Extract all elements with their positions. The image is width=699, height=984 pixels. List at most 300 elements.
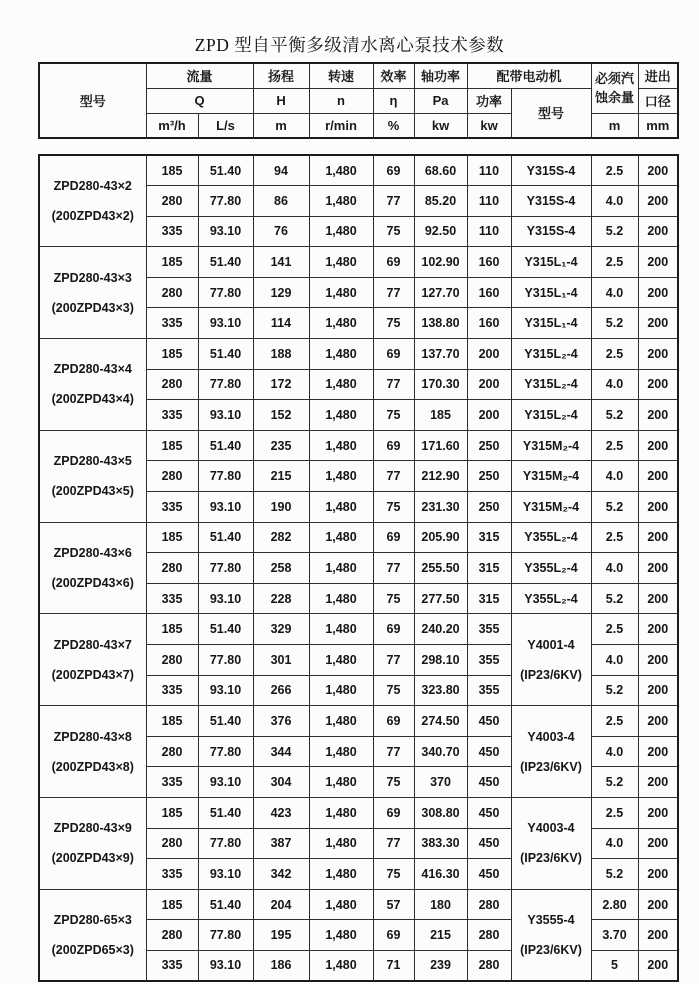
motor-power-cell: 250 [467, 461, 511, 492]
flow-m3h-cell: 280 [146, 277, 198, 308]
head-cell: 258 [253, 553, 309, 584]
pump-model-line2: (200ZPD43×2) [51, 209, 134, 224]
head-cell: 129 [253, 277, 309, 308]
shaft-power-cell: 171.60 [414, 430, 467, 461]
flow-ls-cell: 51.40 [198, 430, 253, 461]
flow-ls-cell: 77.80 [198, 645, 253, 676]
npsh-cell: 4.0 [591, 186, 638, 217]
speed-cell: 1,480 [309, 675, 373, 706]
speed-cell: 1,480 [309, 706, 373, 737]
efficiency-cell: 75 [373, 859, 414, 890]
header-row-1 [39, 63, 678, 88]
flow-m3h-cell: 185 [146, 522, 198, 553]
speed-cell: 1,480 [309, 767, 373, 798]
shaft-power-cell: 137.70 [414, 339, 467, 370]
pump-table-header [38, 62, 679, 139]
motor-model-cell [511, 889, 591, 981]
npsh-cell: 5.2 [591, 308, 638, 339]
motor-power-cell: 450 [467, 706, 511, 737]
motor-model-cell: Y315L₁-4 [511, 308, 591, 339]
header-shaft-power-symbol: Pa [414, 88, 467, 113]
efficiency-cell: 69 [373, 614, 414, 645]
header-npsh [591, 63, 638, 113]
shaft-power-cell: 212.90 [414, 461, 467, 492]
flow-ls-cell: 77.80 [198, 186, 253, 217]
port-diameter-cell: 200 [638, 950, 678, 981]
port-diameter-cell: 200 [638, 339, 678, 370]
efficiency-cell: 69 [373, 522, 414, 553]
motor-model-cell: Y315L₂-4 [511, 339, 591, 370]
pump-model-cell [39, 247, 146, 339]
motor-model-cell: Y355L₂-4 [511, 583, 591, 614]
flow-ls-cell: 77.80 [198, 369, 253, 400]
npsh-cell: 5.2 [591, 400, 638, 431]
efficiency-cell: 69 [373, 247, 414, 278]
flow-m3h-cell: 280 [146, 645, 198, 676]
speed-cell: 1,480 [309, 859, 373, 890]
npsh-cell: 5.2 [591, 216, 638, 247]
flow-ls-cell: 93.10 [198, 859, 253, 890]
efficiency-cell: 57 [373, 889, 414, 920]
header-port-unit: mm [638, 113, 678, 138]
pump-model-line1: ZPD280-43×2 [53, 179, 132, 194]
motor-model-cell: Y315L₂-4 [511, 369, 591, 400]
shaft-power-cell: 255.50 [414, 553, 467, 584]
motor-power-cell: 200 [467, 400, 511, 431]
shaft-power-cell: 416.30 [414, 859, 467, 890]
flow-ls-cell: 51.40 [198, 889, 253, 920]
npsh-cell: 5.2 [591, 859, 638, 890]
efficiency-cell: 69 [373, 706, 414, 737]
shaft-power-cell: 308.80 [414, 797, 467, 828]
header-head: 扬程 [253, 63, 309, 88]
motor-model-cell: Y315S-4 [511, 216, 591, 247]
speed-cell: 1,480 [309, 522, 373, 553]
speed-cell: 1,480 [309, 430, 373, 461]
flow-ls-cell: 93.10 [198, 216, 253, 247]
port-diameter-cell: 200 [638, 767, 678, 798]
port-diameter-cell: 200 [638, 155, 678, 186]
speed-cell: 1,480 [309, 369, 373, 400]
pump-model-line2: (200ZPD65×3) [51, 942, 134, 957]
motor-model-cell: Y355L₂-4 [511, 522, 591, 553]
flow-ls-cell: 93.10 [198, 583, 253, 614]
motor-model-cell: Y315S-4 [511, 155, 591, 186]
shaft-power-cell: 180 [414, 889, 467, 920]
port-diameter-cell: 200 [638, 614, 678, 645]
header-head-unit: m [253, 113, 309, 138]
motor-model-cell: Y315M₂-4 [511, 492, 591, 523]
shaft-power-cell: 205.90 [414, 522, 467, 553]
header-motor-power: 功率 [467, 88, 511, 113]
flow-m3h-cell: 280 [146, 369, 198, 400]
header-shaft-power-unit: kw [414, 113, 467, 138]
pump-model-cell [39, 889, 146, 981]
head-cell: 228 [253, 583, 309, 614]
efficiency-cell: 75 [373, 767, 414, 798]
shaft-power-cell: 277.50 [414, 583, 467, 614]
header-speed-unit: r/min [309, 113, 373, 138]
motor-power-cell: 450 [467, 736, 511, 767]
flow-m3h-cell: 335 [146, 492, 198, 523]
npsh-cell: 2.5 [591, 706, 638, 737]
port-diameter-cell: 200 [638, 277, 678, 308]
head-cell: 141 [253, 247, 309, 278]
motor-model-line1: Y4003-4 [527, 821, 575, 836]
speed-cell: 1,480 [309, 277, 373, 308]
flow-ls-cell: 93.10 [198, 767, 253, 798]
motor-power-cell: 280 [467, 950, 511, 981]
port-diameter-cell: 200 [638, 828, 678, 859]
pump-model-line2: (200ZPD43×5) [51, 484, 134, 499]
table-row [39, 339, 678, 370]
flow-ls-cell: 93.10 [198, 492, 253, 523]
head-cell: 188 [253, 339, 309, 370]
motor-power-cell: 250 [467, 430, 511, 461]
head-cell: 329 [253, 614, 309, 645]
header-motor-model: 型号 [511, 88, 591, 138]
port-diameter-cell: 200 [638, 706, 678, 737]
npsh-cell: 2.5 [591, 614, 638, 645]
head-cell: 172 [253, 369, 309, 400]
efficiency-cell: 75 [373, 492, 414, 523]
shaft-power-cell: 170.30 [414, 369, 467, 400]
flow-ls-cell: 77.80 [198, 920, 253, 951]
table-row [39, 247, 678, 278]
table-row [39, 430, 678, 461]
table-row [39, 522, 678, 553]
pump-table-body [39, 155, 678, 981]
motor-model-cell: Y315M₂-4 [511, 430, 591, 461]
head-cell: 114 [253, 308, 309, 339]
motor-power-cell: 110 [467, 216, 511, 247]
motor-model-line1: Y4003-4 [527, 729, 575, 744]
page-title: ZPD 型自平衡多级清水离心泵技术参数 [194, 35, 505, 55]
port-diameter-cell: 200 [638, 247, 678, 278]
port-diameter-cell: 200 [638, 797, 678, 828]
port-diameter-cell: 200 [638, 186, 678, 217]
shaft-power-cell: 370 [414, 767, 467, 798]
pump-model-line1: ZPD280-43×5 [53, 454, 132, 469]
pump-model-cell [39, 522, 146, 614]
flow-m3h-cell: 280 [146, 461, 198, 492]
motor-power-cell: 355 [467, 645, 511, 676]
header-npsh-unit: m [591, 113, 638, 138]
header-motor: 配带电动机 [467, 63, 591, 88]
shaft-power-cell: 127.70 [414, 277, 467, 308]
speed-cell: 1,480 [309, 828, 373, 859]
pump-model-cell [39, 339, 146, 431]
flow-ls-cell: 51.40 [198, 339, 253, 370]
pump-model-line2: (200ZPD43×8) [51, 759, 134, 774]
head-cell: 423 [253, 797, 309, 828]
shaft-power-cell: 102.90 [414, 247, 467, 278]
pump-model-line1: ZPD280-43×4 [53, 362, 132, 377]
efficiency-cell: 77 [373, 736, 414, 767]
npsh-cell: 2.5 [591, 339, 638, 370]
motor-power-cell: 160 [467, 308, 511, 339]
motor-power-cell: 110 [467, 186, 511, 217]
port-diameter-cell: 200 [638, 430, 678, 461]
speed-cell: 1,480 [309, 186, 373, 217]
motor-power-cell: 355 [467, 675, 511, 706]
motor-power-cell: 315 [467, 583, 511, 614]
efficiency-cell: 77 [373, 645, 414, 676]
efficiency-cell: 77 [373, 461, 414, 492]
npsh-cell: 5 [591, 950, 638, 981]
shaft-power-cell: 185 [414, 400, 467, 431]
flow-ls-cell: 93.10 [198, 950, 253, 981]
motor-model-line1: Y4001-4 [527, 637, 575, 652]
head-cell: 342 [253, 859, 309, 890]
pump-model-line1: ZPD280-43×3 [53, 270, 132, 285]
shaft-power-cell: 383.30 [414, 828, 467, 859]
flow-m3h-cell: 185 [146, 430, 198, 461]
flow-ls-cell: 77.80 [198, 828, 253, 859]
table-row [39, 155, 678, 186]
motor-model-line2: (IP23/6KV) [520, 759, 582, 774]
pump-model-line1: ZPD280-43×8 [53, 729, 132, 744]
motor-model-cell: Y355L₂-4 [511, 553, 591, 584]
port-diameter-cell: 200 [638, 216, 678, 247]
efficiency-cell: 69 [373, 430, 414, 461]
flow-m3h-cell: 185 [146, 706, 198, 737]
flow-m3h-cell: 335 [146, 767, 198, 798]
port-diameter-cell: 200 [638, 675, 678, 706]
flow-m3h-cell: 335 [146, 308, 198, 339]
flow-m3h-cell: 185 [146, 339, 198, 370]
head-cell: 76 [253, 216, 309, 247]
head-cell: 86 [253, 186, 309, 217]
head-cell: 235 [253, 430, 309, 461]
efficiency-cell: 75 [373, 675, 414, 706]
pump-model-line2: (200ZPD43×3) [51, 300, 134, 315]
motor-model-cell: Y315L₂-4 [511, 400, 591, 431]
pump-model-cell [39, 430, 146, 522]
speed-cell: 1,480 [309, 216, 373, 247]
flow-m3h-cell: 335 [146, 950, 198, 981]
pump-model-line2: (200ZPD43×7) [51, 667, 134, 682]
efficiency-cell: 77 [373, 828, 414, 859]
pump-model-cell [39, 155, 146, 247]
speed-cell: 1,480 [309, 583, 373, 614]
head-cell: 204 [253, 889, 309, 920]
npsh-cell: 5.2 [591, 675, 638, 706]
port-diameter-cell: 200 [638, 369, 678, 400]
motor-power-cell: 160 [467, 277, 511, 308]
header-motor-power-unit: kw [467, 113, 511, 138]
motor-power-cell: 200 [467, 339, 511, 370]
speed-cell: 1,480 [309, 492, 373, 523]
port-diameter-cell: 200 [638, 400, 678, 431]
header-flow-unit-m3h: m³/h [146, 113, 198, 138]
flow-ls-cell: 51.40 [198, 614, 253, 645]
pump-model-line1: ZPD280-43×6 [53, 546, 132, 561]
efficiency-cell: 69 [373, 339, 414, 370]
npsh-cell: 3.70 [591, 920, 638, 951]
speed-cell: 1,480 [309, 308, 373, 339]
motor-model-line2: (IP23/6KV) [520, 667, 582, 682]
speed-cell: 1,480 [309, 920, 373, 951]
pump-model-line1: ZPD280-43×9 [53, 821, 132, 836]
pump-model-cell [39, 706, 146, 798]
npsh-cell: 2.5 [591, 522, 638, 553]
flow-m3h-cell: 185 [146, 614, 198, 645]
pump-model-line1: ZPD280-65×3 [53, 912, 132, 927]
efficiency-cell: 75 [373, 583, 414, 614]
flow-ls-cell: 77.80 [198, 553, 253, 584]
shaft-power-cell: 215 [414, 920, 467, 951]
header-efficiency-symbol: η [373, 88, 414, 113]
head-cell: 94 [253, 155, 309, 186]
motor-model-line2: (IP23/6KV) [520, 851, 582, 866]
head-cell: 282 [253, 522, 309, 553]
motor-model-line2: (IP23/6KV) [520, 942, 582, 957]
header-efficiency: 效率 [373, 63, 414, 88]
speed-cell: 1,480 [309, 950, 373, 981]
port-diameter-cell: 200 [638, 859, 678, 890]
header-port-line1: 进出 [638, 63, 678, 88]
pump-model-line2: (200ZPD43×6) [51, 576, 134, 591]
speed-cell: 1,480 [309, 155, 373, 186]
port-diameter-cell: 200 [638, 308, 678, 339]
head-cell: 304 [253, 767, 309, 798]
header-efficiency-unit: % [373, 113, 414, 138]
motor-model-cell: Y315S-4 [511, 186, 591, 217]
motor-power-cell: 250 [467, 492, 511, 523]
flow-m3h-cell: 280 [146, 553, 198, 584]
flow-ls-cell: 51.40 [198, 797, 253, 828]
motor-power-cell: 315 [467, 522, 511, 553]
header-port-line2: 口径 [638, 88, 678, 113]
flow-m3h-cell: 185 [146, 247, 198, 278]
flow-ls-cell: 77.80 [198, 736, 253, 767]
npsh-cell: 5.2 [591, 583, 638, 614]
pump-table [38, 154, 679, 982]
npsh-cell: 4.0 [591, 828, 638, 859]
head-cell: 190 [253, 492, 309, 523]
flow-ls-cell: 93.10 [198, 675, 253, 706]
efficiency-cell: 69 [373, 797, 414, 828]
shaft-power-cell: 239 [414, 950, 467, 981]
npsh-cell: 2.5 [591, 430, 638, 461]
motor-model-cell [511, 614, 591, 706]
speed-cell: 1,480 [309, 889, 373, 920]
flow-m3h-cell: 280 [146, 828, 198, 859]
flow-m3h-cell: 280 [146, 920, 198, 951]
motor-model-cell: Y315M₂-4 [511, 461, 591, 492]
pump-model-line1: ZPD280-43×7 [53, 637, 132, 652]
flow-m3h-cell: 280 [146, 736, 198, 767]
flow-m3h-cell: 185 [146, 797, 198, 828]
header-speed-symbol: n [309, 88, 373, 113]
speed-cell: 1,480 [309, 339, 373, 370]
motor-power-cell: 450 [467, 797, 511, 828]
motor-power-cell: 280 [467, 889, 511, 920]
efficiency-cell: 71 [373, 950, 414, 981]
npsh-cell: 4.0 [591, 369, 638, 400]
motor-power-cell: 450 [467, 859, 511, 890]
flow-ls-cell: 93.10 [198, 308, 253, 339]
head-cell: 301 [253, 645, 309, 676]
speed-cell: 1,480 [309, 736, 373, 767]
speed-cell: 1,480 [309, 461, 373, 492]
header-shaft-power: 轴功率 [414, 63, 467, 88]
port-diameter-cell: 200 [638, 889, 678, 920]
npsh-cell: 5.2 [591, 492, 638, 523]
flow-ls-cell: 77.80 [198, 461, 253, 492]
npsh-cell: 4.0 [591, 645, 638, 676]
head-cell: 266 [253, 675, 309, 706]
flow-ls-cell: 51.40 [198, 522, 253, 553]
head-cell: 344 [253, 736, 309, 767]
efficiency-cell: 77 [373, 277, 414, 308]
flow-ls-cell: 51.40 [198, 706, 253, 737]
motor-power-cell: 355 [467, 614, 511, 645]
pump-model-line2: (200ZPD43×4) [51, 392, 134, 407]
port-diameter-cell: 200 [638, 522, 678, 553]
port-diameter-cell: 200 [638, 492, 678, 523]
npsh-cell: 4.0 [591, 277, 638, 308]
port-diameter-cell: 200 [638, 553, 678, 584]
speed-cell: 1,480 [309, 553, 373, 584]
shaft-power-cell: 85.20 [414, 186, 467, 217]
shaft-power-cell: 340.70 [414, 736, 467, 767]
motor-power-cell: 315 [467, 553, 511, 584]
npsh-cell: 2.5 [591, 797, 638, 828]
shaft-power-cell: 298.10 [414, 645, 467, 676]
motor-power-cell: 110 [467, 155, 511, 186]
npsh-cell: 2.5 [591, 155, 638, 186]
shaft-power-cell: 274.50 [414, 706, 467, 737]
motor-model-cell: Y315L₁-4 [511, 277, 591, 308]
header-head-symbol: H [253, 88, 309, 113]
flow-m3h-cell: 335 [146, 216, 198, 247]
port-diameter-cell: 200 [638, 461, 678, 492]
flow-m3h-cell: 335 [146, 400, 198, 431]
motor-power-cell: 200 [467, 369, 511, 400]
motor-power-cell: 280 [467, 920, 511, 951]
shaft-power-cell: 92.50 [414, 216, 467, 247]
head-cell: 215 [253, 461, 309, 492]
motor-power-cell: 450 [467, 767, 511, 798]
motor-power-cell: 450 [467, 828, 511, 859]
motor-model-line1: Y3555-4 [527, 912, 575, 927]
motor-model-cell: Y315L₁-4 [511, 247, 591, 278]
flow-ls-cell: 51.40 [198, 155, 253, 186]
pump-model-line2: (200ZPD43×9) [51, 851, 134, 866]
npsh-cell: 5.2 [591, 767, 638, 798]
shaft-power-cell: 231.30 [414, 492, 467, 523]
speed-cell: 1,480 [309, 400, 373, 431]
head-cell: 152 [253, 400, 309, 431]
pump-model-cell [39, 797, 146, 889]
shaft-power-cell: 323.80 [414, 675, 467, 706]
efficiency-cell: 77 [373, 369, 414, 400]
port-diameter-cell: 200 [638, 920, 678, 951]
table-row [39, 889, 678, 920]
motor-model-cell [511, 706, 591, 798]
efficiency-cell: 69 [373, 155, 414, 186]
efficiency-cell: 77 [373, 553, 414, 584]
speed-cell: 1,480 [309, 645, 373, 676]
npsh-cell: 2.5 [591, 247, 638, 278]
port-diameter-cell: 200 [638, 583, 678, 614]
speed-cell: 1,480 [309, 614, 373, 645]
efficiency-cell: 75 [373, 400, 414, 431]
efficiency-cell: 69 [373, 920, 414, 951]
table-container [38, 62, 679, 982]
